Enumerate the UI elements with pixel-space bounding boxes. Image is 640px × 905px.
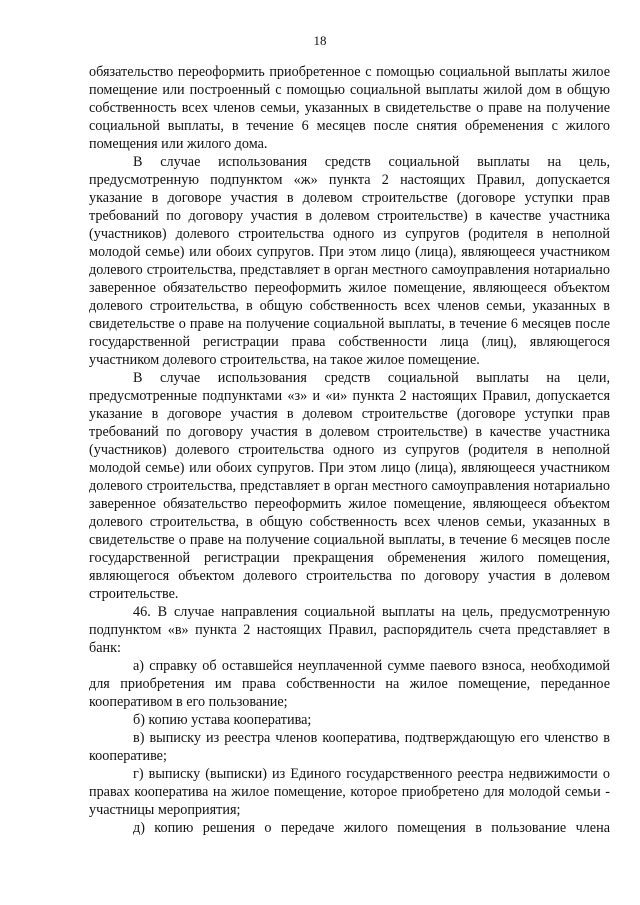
paragraph: 46. В случае направления социальной выплаты на цель, предусмотренную подпунктом «в» пункта 2 настоящих Правил, распорядитель счета представляет в банк: (89, 604, 610, 656)
paragraph: обязательство переоформить приобретенное с помощью социальной выплаты жилое помещение или построенный с помощью социальной выплаты жилой дом в общую собственность всех членов семьи, указанных в свидетельстве о праве на получение социальной выплаты, в течение 6 месяцев после снятия обременения с жилого помещения или жилого дома. (89, 64, 610, 152)
paragraph: В случае использования средств социальной выплаты на цель, предусмотренную подпунктом «ж» пункта 2 настоящих Правил, допускается указание в договоре участия в долевом строительстве (договоре уступки прав требований по договору участия в долевом строительстве) в качестве участника (участников) долевого строительства одного из супругов (родителя в неполной молодой семье) или обоих супругов. При этом лицо (лица), являющееся участником долевого строительства, представляет в орган местного самоуправления нотариально заверенное обязательство переоформить жилое помещение, являющееся объектом долевого строительства, в общую собственность всех членов семьи, указанных в свидетельстве о праве на получение социальной выплаты, в течение 6 месяцев после государственной регистрации права собственности лица (лиц), являющегося участником долевого строительства, на такое жилое помещение. (89, 154, 610, 368)
paragraph: В случае использования средств социальной выплаты на цели, предусмотренные подпунктами «з» и «и» пункта 2 настоящих Правил, допускается указание в договоре участия в долевом строительстве (договоре уступки прав требований по договору участия в долевом строительстве) в качестве участника (участников) долевого строительства одного из супругов (родителя в неполной молодой семье) или обоих супругов. При этом лицо (лица), являющееся участником долевого строительства, представляет в орган местного самоуправления нотариально заверенное обязательство переоформить жилое помещение, являющееся объектом долевого строительства, в общую собственность всех членов семьи, указанных в свидетельстве о праве на получение социальной выплаты, в течение 6 месяцев после государственной регистрации прекращения обременения жилого помещения, являющегося объектом долевого строительства по договору участия в долевом строительстве. (89, 370, 610, 602)
page-number: 18 (313, 33, 327, 48)
paragraph: а) справку об оставшейся неуплаченной сумме паевого взноса, необходимой для приобретения им права собственности на жилое помещение, переданное кооперативом в его пользование; (89, 658, 610, 710)
document-body (89, 63, 610, 837)
paragraph: в) выписку из реестра членов кооператива, подтверждающую его членство в кооперативе; (89, 730, 610, 764)
paragraph: б) копию устава кооператива; (133, 712, 312, 728)
paragraph: д) копию решения о передаче жилого помещения в пользование члена (133, 820, 610, 836)
paragraph: г) выписку (выписки) из Единого государственного реестра недвижимости о правах кооператива на жилое помещение, которое приобретено для молодой семьи - участницы мероприятия; (89, 766, 610, 818)
